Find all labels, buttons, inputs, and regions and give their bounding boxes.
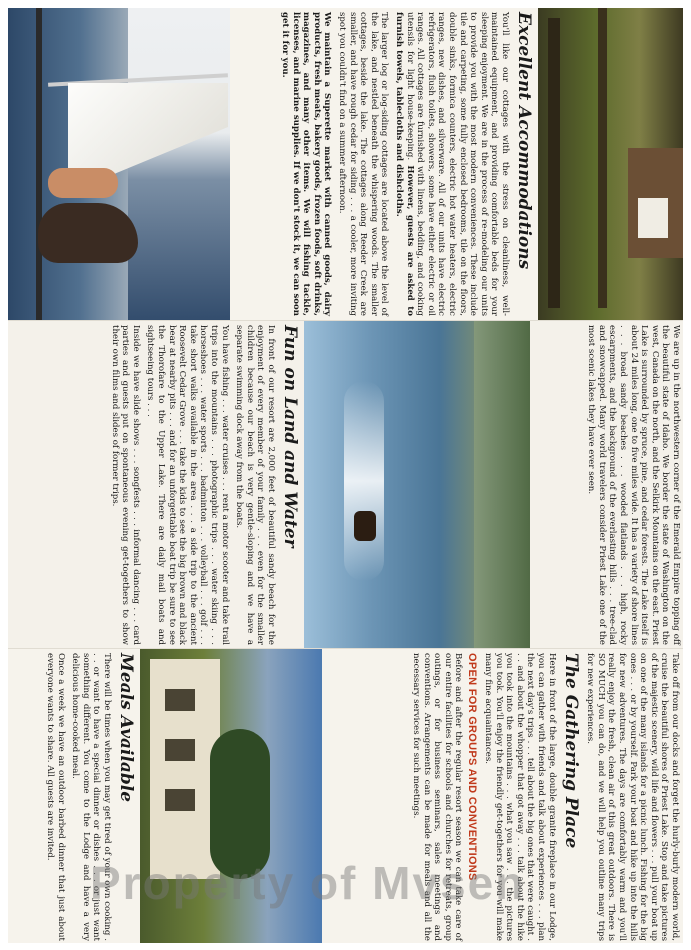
fun-body-3: Inside we have slide shows . . . songfests . . . informal dancing . . . card parties and guests put on spontaneous evening get-togethers to show their own films and slides of former trips. <box>109 325 141 645</box>
fun-heading: Fun on Land and Water <box>280 325 300 548</box>
watermark: Property of Mvsen <box>90 857 526 909</box>
location-text <box>582 325 681 645</box>
accommodations-body-2: The larger log or log-siding cottages are located above the level of the lake, and nestled beneath the whispering woods. The smaller cottages, beside the lake. The cottages along Reeder Creek are smaller, and have rough cedar for siding . . . a cooler, more inviting spot you couldn't find on a summer afternoon. <box>337 12 390 316</box>
meals-heading: Meals Available <box>116 653 136 803</box>
accommodations-body-1: You'll like our cottages with the stress on cleanliness, well-maintained equipment, and providing comfortable beds for your sleeping enjoyment. We are in the process of re-modeling our units to provide you with the most modern conveniences. These include tile and carpeting, some fully enclosed bedrooms, tile on the floors, double sinks, formica counters, electric hot water heaters, electric ranges, new dishes, and silverware. All of our units have electric refrigerators, flush toilets, showers, some have either electric or oil ranges. All cottages are furnished with linens, bedding, and cooking utensils for light house-keeping. <box>404 12 510 316</box>
fun-text <box>105 325 300 645</box>
meals-body-1: There will be times when you may get tired of your own cooking . . . or want to have a special dinner or dishes . . . or just want something different. You come to the Lodge and have a very delicious home-cooked meal. <box>70 653 112 941</box>
accommodations-panel <box>8 8 683 320</box>
location-body: We are up in the northwestern corner of the Emerald Empire topping off the beautiful state of Idaho. We border the state of Washington on the west, Canada on the north, and the Selkirk Mountains on the east. Priest Lake is surrounded by spruce, pine, and cedar forests. The Lake itself is about 24 miles long, one to five miles wide. It has a variety of shore lines . . . broad sandy beaches . . . wooded flatlands . . . high, rocky escarpments, and the background of the everlasting hills . . . tree-clad and snowcapped. Many world travelers consider Priest Lake one of the most scenic lakes they have ever seen. <box>586 325 681 645</box>
groups-heading: OPEN FOR GROUPS AND CONVENTIONS <box>466 653 479 881</box>
accommodations-body-1-bold: However, guests are asked to furnish towels, tablecloths and dishcloths. <box>394 12 415 317</box>
fun-panel <box>8 320 683 649</box>
gathering-body-1: Take off from our docks and forget the hurly-burly modern world, cruise the beautiful shores of Priest Lake. Stop and take pictures of the majestic scenery, wild life and flowers . . . pull your boat up on one of the many islands for a picnic lunch. Fishing for the big ones . . . or by yourself. Park your boat and hike up into the hills for new adventures. The days are comfortably warm and you'll really enjoy the fresh, clean air of this great outdoors. There is SO MUCH you can do, and we will help you outline many trips for new experiences. <box>585 653 680 941</box>
fun-body-2: You have fishing . . . water cruises . . . rent a motor scooter and take trail trips into the mountains . . . photographic trips . . . water skiing . . . horseshoes . . . water sports . . . badminton . . . volleyball . . . golf . . . take short walks available in the area . . . a side trip to the ancient Roosevelt Cedar Grove . . . take the kids to see the big brown and black bear at nearby pits . . . and for an unforgettable boat trip be sure to see the Thorofare to the Upper Lake. There are daily mail boats and sightseeing tours . . . <box>145 325 230 645</box>
water-skier-photo <box>304 321 530 649</box>
sailboat-photo <box>8 8 230 320</box>
accommodations-body-3: We maintain a Superette market with canned goods, dairy products, fresh meats, bakery goods, frozen foods, soft drinks, magazines, and many other items. We will fishing tackle, licenses, and marine supplies. If we don't stock it, we can soon get it for you. <box>280 12 333 316</box>
gathering-heading: The Gathering Place <box>560 653 581 849</box>
gathering-body-3: Before and after the regular resort season we can take care of our entire facilities for schools and churches for retreats, group outings, or for business seminars, sales meetings and conventions. Arrangements can be made for meals and all the necessary services for such meetings. <box>411 653 464 941</box>
fun-body-1: In front of our resort are 2,000 feet of beautiful sandy beach for the enjoyment of every member of your family . . . even for the smaller children because our beach is very gentle-sloping and we have a separate swimming dock away from the boats. <box>234 325 276 645</box>
forest-cabin-photo <box>538 8 683 320</box>
accommodations-text <box>276 12 534 316</box>
meals-body-2: Once a week we have an outdoor barbed dinner that just about everyone wants to share. All guests are invited. <box>45 653 66 941</box>
accommodations-heading: Excellent Accommodations <box>514 12 534 270</box>
gathering-body-2: Here in front of the large, double granite fireplace in our Lodge, you can gather with friends and talk about experiences . . . plan the next day's trips . . . tell about the big ones that were caught . . . and about the whopper that got away . . . talk about the hike you took into the mountains . . . what you saw . . . the pictures you took. You'll enjoy the friendly get-togethers for you will make many fine acquaintances. <box>483 653 557 941</box>
